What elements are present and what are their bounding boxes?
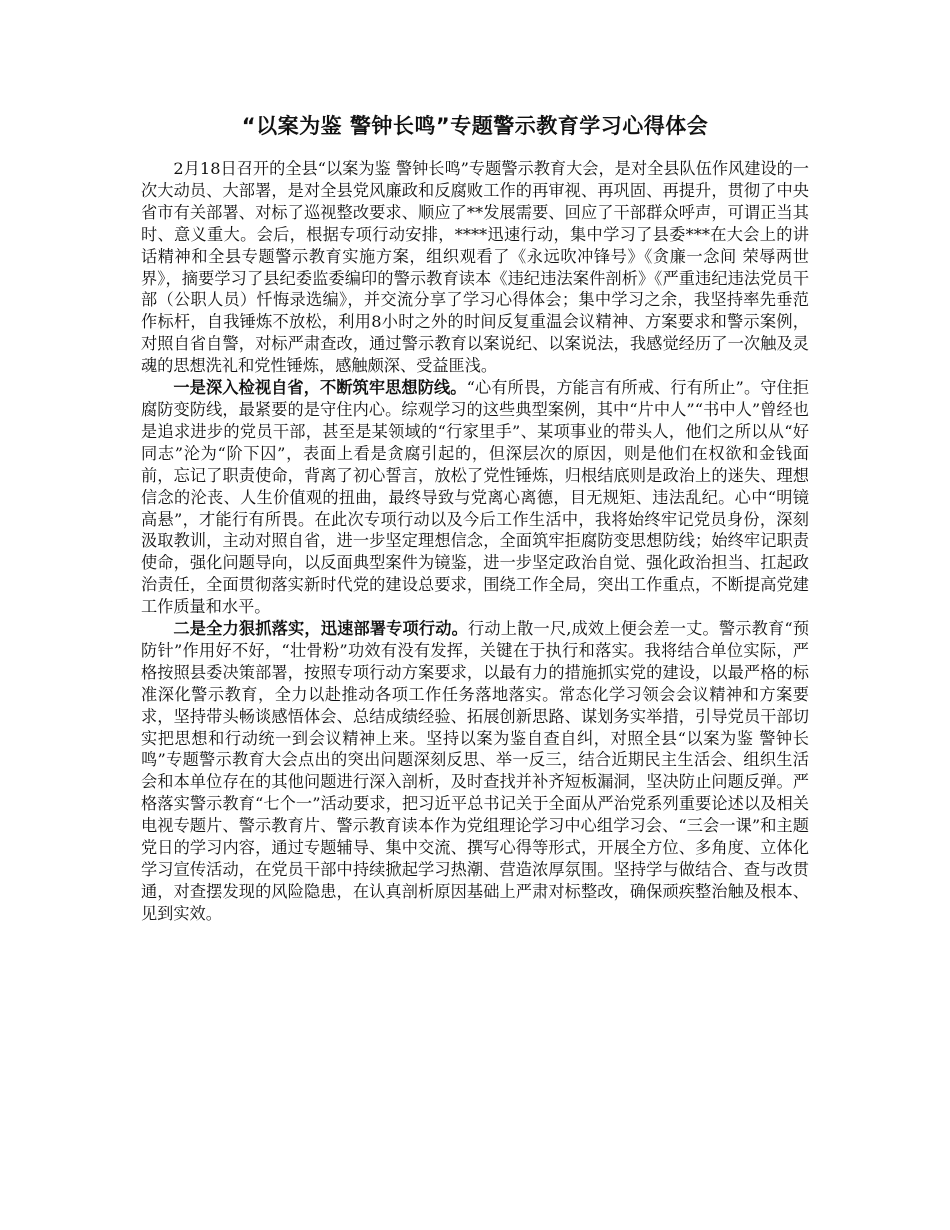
paragraph-lead: 二是全力狠抓落实，迅速部署专项行动。 — [173, 619, 469, 639]
document-body — [141, 158, 809, 925]
paragraph-point-one — [141, 377, 809, 618]
paragraph-text: 行动上散一尺,成效上便会差一丈。警示教育“预防针”作用好不好，“壮骨粉”功效有没有发挥，关键在于执行和落实。我将结合单位实际，严格按照县委决策部署，按照专项行动方案要求，以最有力的措施抓实党的建设，以最严格的标准深化警示教育，全力以赴推动各项工作任务落地落实。常态化学习领会会议精神和方案要求，坚持带头畅谈感悟体会、总结成绩经验、拓展创新思路、谋划务实举措，引导党员干部切实把思想和行动统一到会议精神上来。坚持以案为鉴自查自纠，对照全县“以案为鉴 警钟长鸣”专题警示教育大会点出的突出问题深刻反思、举一反三，结合近期民主生活会、组织生活会和本单位存在的其他问题进行深入剖析，及时查找并补齐短板漏洞，坚决防止问题反弹。严格落实警示教育“七个一”活动要求，把习近平总书记关于全面从严治党系列重要论述以及相关电视专题片、警示教育片、警示教育读本作为党组理论学习中心组学习会、“三会一课”和主题党日的学习内容，通过专题辅导、集中交流、撰写心得等形式，开展全方位、多角度、立体化学习宣传活动，在党员干部中持续掀起学习热潮、营造浓厚氛围。坚持学与做结合、查与改贯通，对查摆发现的风险隐患，在认真剖析原因基础上严肃对标整改，确保顽疾整治触及根本、见到实效。 — [141, 619, 810, 923]
paragraph-intro — [141, 158, 809, 377]
paragraph-point-two — [141, 618, 809, 925]
document-title: “以案为鉴 警钟长鸣”专题警示教育学习心得体会 — [241, 114, 709, 138]
paragraph-text: 2月18日召开的全县“以案为鉴 警钟长鸣”专题警示教育大会，是对全县队伍作风建设的一次大动员、大部署，是对全县党风廉政和反腐败工作的再审视、再巩固、再提升，贯彻了中央省市有关部署、对标了巡视整改要求、顺应了**发展需要、回应了干部群众呼声，可谓正当其时、意义重大。会后，根据专项行动安排，****迅速行动，集中学习了县委***在大会上的讲话精神和全县专题警示教育实施方案，组织观看了《永远吹冲锋号》《贪廉一念间 荣辱两世界》，摘要学习了县纪委监委编印的警示教育读本《违纪违法案件剖析》《严重违纪违法党员干部（公职人员）忏悔录选编》，并交流分享了学习心得体会；集中学习之余，我坚持率先垂范作标杆，自我锤炼不放松，利用8小时之外的时间反复重温会议精神、方案要求和警示案例，对照自省自警，对标严肃查改，通过警示教育以案说纪、以案说法，我感觉经历了一次触及灵魂的思想洗礼和党性锤炼，感触颇深、受益匪浅。 — [141, 159, 809, 376]
paragraph-text: “心有所畏，方能言有所戒、行有所止”。守住拒腐防变防线，最紧要的是守住内心。综观学习的这些典型案例，其中“片中人”“书中人”曾经也是追求进步的党员干部，甚至是某领域的“行家里手”、某项事业的带头人，他们之所以从“好同志”沦为“阶下囚”，表面上看是贪腐引起的，但深层次的原因，则是他们在权欲和金钱面前，忘记了职责使命，背离了初心誓言，放松了党性锤炼，归根结底则是政治上的迷失、理想信念的沦丧、人生价值观的扭曲，最终导致与党离心离德，目无规矩、违法乱纪。心中“明镜高悬”，才能行有所畏。在此次专项行动以及今后工作生活中，我将始终牢记党员身份，深刻汲取教训，主动对照自省，进一步坚定理想信念，全面筑牢拒腐防变思想防线；始终牢记职责使命，强化问题导向，以反面典型案件为镜鉴，进一步坚定政治自觉、强化政治担当、扛起政治责任，全面贯彻落实新时代党的建设总要求，围绕工作全局，突出工作重点，不断提高党建工作质量和水平。 — [141, 378, 809, 617]
paragraph-lead: 一是深入检视自省，不断筑牢思想防线。 — [173, 378, 467, 398]
